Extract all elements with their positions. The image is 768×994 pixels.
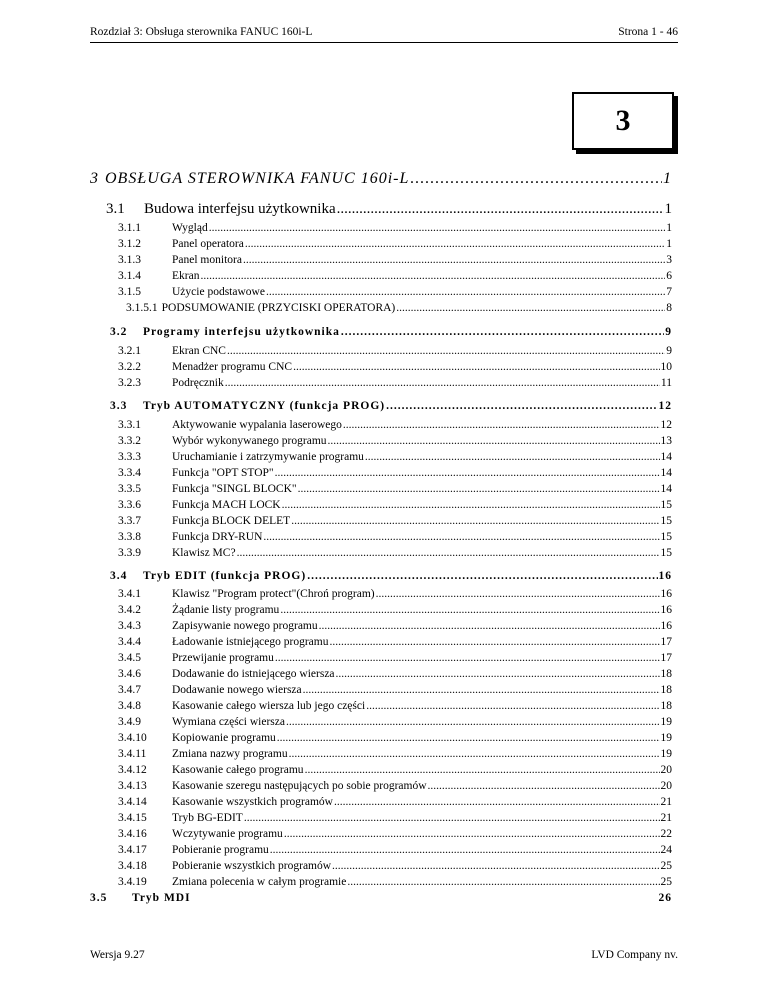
toc-number: 3.1.2 [118, 238, 141, 250]
toc-number: 3.4.8 [118, 700, 141, 712]
toc-number: 3.2 [110, 326, 128, 338]
toc-number: 3.4 [110, 570, 128, 582]
toc-title: Pobieranie wszystkich programów [172, 860, 332, 872]
toc-leader [282, 499, 660, 511]
toc-number: 3.4.2 [118, 604, 141, 616]
toc-leader [341, 326, 664, 338]
toc-page: 16 [660, 604, 672, 616]
toc-number: 3.1.4 [118, 270, 141, 282]
toc-title: OBSŁUGA STEROWNIKA FANUC 160i-L [105, 170, 410, 187]
toc-page: 3 [666, 254, 672, 266]
toc-leader [277, 732, 660, 744]
toc-leader [275, 467, 660, 479]
toc-number: 3.4.19 [118, 876, 147, 888]
toc-title: Zmiana polecenia w całym programie [172, 876, 347, 888]
toc-subsection-entry[interactable] [118, 620, 672, 632]
toc-number: 3.4.11 [118, 748, 147, 760]
toc-title: Kasowanie całego wiersza lub jego części [172, 700, 366, 712]
toc-leader [396, 302, 665, 314]
toc-page: 22 [660, 828, 672, 840]
toc-number: 3.4.6 [118, 668, 141, 680]
toc-subsection-entry[interactable] [118, 780, 672, 792]
toc-subsection-entry[interactable] [118, 435, 672, 447]
toc-number: 3.3.3 [118, 451, 141, 463]
toc-number: 3.2.1 [118, 345, 141, 357]
toc-subsection-entry[interactable] [118, 361, 672, 373]
toc-leader [410, 170, 662, 188]
toc-subsection-entry[interactable] [118, 254, 672, 266]
toc-subsection-entry[interactable] [118, 604, 672, 616]
toc-page: 17 [660, 652, 672, 664]
toc-page: 15 [660, 515, 672, 527]
toc-number: 3.4.17 [118, 844, 147, 856]
toc-subsubsection-entry[interactable] [126, 302, 672, 314]
toc-page: 15 [660, 499, 672, 511]
toc-number: 3.4.7 [118, 684, 141, 696]
toc-subsection-entry[interactable] [118, 286, 672, 298]
toc-section-entry[interactable] [110, 570, 672, 582]
toc-leader [243, 254, 665, 266]
toc-page: 13 [660, 435, 672, 447]
toc-subsection-entry[interactable] [118, 652, 672, 664]
toc-page: 19 [660, 716, 672, 728]
toc-page: 1 [664, 201, 672, 217]
toc-number: 3.3.8 [118, 531, 141, 543]
toc-page: 14 [660, 467, 672, 479]
toc-leader [200, 270, 665, 282]
toc-number: 3.2.3 [118, 377, 141, 389]
toc-subsection-entry[interactable] [118, 876, 672, 888]
toc-subsection-entry[interactable] [118, 467, 672, 479]
toc-page: 12 [660, 419, 672, 431]
toc-page: 1 [663, 170, 672, 187]
toc-subsection-entry[interactable] [118, 748, 672, 760]
toc-number: 3.3.5 [118, 483, 141, 495]
toc-number: 3.4.14 [118, 796, 147, 808]
toc-subsection-entry[interactable] [118, 588, 672, 600]
toc-subsection-entry[interactable] [118, 531, 672, 543]
toc-page: 20 [660, 764, 672, 776]
toc-page: 16 [660, 588, 672, 600]
toc-leader [428, 780, 660, 792]
toc-title: Funkcja "OPT STOP" [172, 467, 274, 479]
toc-leader [291, 515, 659, 527]
toc-number: 3.4.1 [118, 588, 141, 600]
toc-number: 3.1 [106, 201, 125, 217]
toc-title: Klawisz "Program protect"(Chroń program) [172, 588, 375, 600]
toc-page: 9 [666, 345, 672, 357]
toc-leader [307, 570, 657, 582]
toc-title: Funkcja MACH LOCK [172, 499, 281, 511]
toc-subsection-entry[interactable] [118, 345, 672, 357]
toc-title: Wczytywanie programu [172, 828, 283, 840]
toc-leader [263, 531, 659, 543]
toc-subsection-entry[interactable] [118, 483, 672, 495]
toc-leader [266, 286, 665, 298]
toc-number: 3.4.5 [118, 652, 141, 664]
toc-title: Ładowanie istniejącego programu [172, 636, 329, 648]
toc-title: Wygląd [172, 222, 208, 234]
toc-leader [245, 238, 665, 250]
toc-page: 17 [660, 636, 672, 648]
toc-subsection-entry[interactable] [118, 547, 672, 559]
toc-page: 10 [660, 361, 672, 373]
toc-title: Ekran CNC [172, 345, 226, 357]
toc-page: 21 [660, 796, 672, 808]
toc-page: 20 [660, 780, 672, 792]
toc-leader [298, 483, 660, 495]
toc-number: 3.2.2 [118, 361, 141, 373]
toc-page: 12 [658, 400, 672, 412]
toc-number: 3.1.1 [118, 222, 141, 234]
toc-title: Klawisz MC? [172, 547, 236, 559]
toc-subsection-entry[interactable] [118, 238, 672, 250]
toc-page: 1 [666, 222, 672, 234]
toc-subsection-entry[interactable] [118, 419, 672, 431]
toc-subsection-entry[interactable] [118, 222, 672, 234]
toc-leader [289, 748, 660, 760]
toc-number: 3.5 [90, 892, 108, 904]
toc-page: 6 [666, 270, 672, 282]
toc-leader [286, 716, 660, 728]
toc-title: Panel monitora [172, 254, 242, 266]
toc-title: Wybór wykonywanego programu [172, 435, 327, 447]
toc-leader [376, 588, 660, 600]
toc-leader [343, 419, 660, 431]
toc-title: Tryb BG-EDIT [172, 812, 243, 824]
toc-title: Tryb MDI [132, 892, 191, 904]
toc-title: Programy interfejsu użytkownika [143, 326, 340, 338]
toc-leader [244, 812, 660, 824]
toc-number: 3.4.16 [118, 828, 147, 840]
toc-page: 19 [660, 748, 672, 760]
toc-title: Panel operatora [172, 238, 244, 250]
toc-subsection-entry[interactable] [118, 377, 672, 389]
toc-number: 3.1.5.1 [126, 302, 158, 314]
toc-title: Tryb AUTOMATYCZNY (funkcja PROG) [143, 400, 386, 412]
toc-title: Kasowanie wszystkich programów [172, 796, 333, 808]
toc-number: 3.4.15 [118, 812, 147, 824]
toc-number: 3.4.13 [118, 780, 147, 792]
toc-chapter-entry[interactable] [90, 170, 672, 188]
toc-page: 25 [660, 876, 672, 888]
page-header [90, 24, 678, 43]
toc-page: 18 [660, 668, 672, 680]
toc-number: 3.3.1 [118, 419, 141, 431]
toc-title: Menadżer programu CNC [172, 361, 293, 373]
toc-number: 3.4.12 [118, 764, 147, 776]
toc-subsection-entry[interactable] [118, 270, 672, 282]
toc-title: Pobieranie programu [172, 844, 269, 856]
toc-page: 1 [666, 238, 672, 250]
toc-leader [366, 700, 659, 712]
toc-leader [280, 604, 659, 616]
toc-page: 16 [660, 620, 672, 632]
toc-number: 3.3.6 [118, 499, 141, 511]
toc-subsection-entry[interactable] [118, 668, 672, 680]
toc-title: Wymiana części wiersza [172, 716, 285, 728]
toc-leader [209, 222, 666, 234]
toc-number: 3.3.7 [118, 515, 141, 527]
toc-subsection-entry[interactable] [118, 684, 672, 696]
toc-leader [305, 764, 660, 776]
toc-title: Funkcja BLOCK DELET [172, 515, 291, 527]
toc-title: Aktywowanie wypalania laserowego [172, 419, 342, 431]
toc-title: Budowa interfejsu użytkownika [144, 201, 336, 217]
header-chapter-title: Rozdział 3: Obsługa sterownika FANUC 160i-L [90, 26, 313, 38]
toc-subsection-entry[interactable] [118, 764, 672, 776]
toc-subsection-entry[interactable] [118, 716, 672, 728]
toc-title: Funkcja "SINGL BLOCK" [172, 483, 297, 495]
header-page-number: Strona 1 - 46 [618, 26, 678, 38]
toc-leader [334, 796, 660, 808]
toc-leader [337, 201, 664, 218]
toc-leader [386, 400, 657, 412]
toc-page: 9 [665, 326, 672, 338]
toc-title: Podręcznik [172, 377, 224, 389]
toc-leader [275, 652, 660, 664]
toc-leader [227, 345, 665, 357]
toc-title: Zapisywanie nowego programu [172, 620, 318, 632]
toc-title: PODSUMOWANIE (PRZYCISKI OPERATORA) [161, 302, 396, 314]
toc-leader [284, 828, 660, 840]
toc-number: 3.3.4 [118, 467, 141, 479]
toc-subsection-entry[interactable] [118, 828, 672, 840]
toc-title: Dodawanie do istniejącego wiersza [172, 668, 335, 680]
footer-version: Wersja 9.27 [90, 949, 145, 961]
toc-page: 7 [666, 286, 672, 298]
toc-page: 19 [660, 732, 672, 744]
toc-title: Żądanie listy programu [172, 604, 280, 616]
toc-subsection-entry[interactable] [118, 700, 672, 712]
toc-number: 3.1.3 [118, 254, 141, 266]
toc-section-entry[interactable] [106, 201, 672, 218]
toc-leader [329, 636, 659, 648]
toc-title: Kopiowanie programu [172, 732, 276, 744]
toc-leader [225, 377, 660, 389]
toc-page: 15 [660, 531, 672, 543]
toc-title: Funkcja DRY-RUN [172, 531, 263, 543]
toc-title: Ekran [172, 270, 200, 282]
toc-subsection-entry[interactable] [118, 451, 672, 463]
toc-title: Kasowanie szeregu następujących po sobie programów [172, 780, 427, 792]
toc-number: 3.4.10 [118, 732, 147, 744]
toc-subsection-entry[interactable] [118, 636, 672, 648]
toc-leader [293, 361, 659, 373]
toc-title: Dodawanie nowego wiersza [172, 684, 302, 696]
toc-title: Przewijanie programu [172, 652, 274, 664]
toc-leader [319, 620, 660, 632]
toc-page: 16 [658, 570, 672, 582]
toc-leader [336, 668, 660, 680]
toc-title: Uruchamianie i zatrzymywanie programu [172, 451, 364, 463]
toc-number: 3 [90, 170, 99, 187]
chapter-number-box: 3 [572, 92, 674, 150]
toc-title: Kasowanie całego programu [172, 764, 304, 776]
toc-page: 18 [660, 700, 672, 712]
toc-section-entry[interactable] [110, 326, 672, 338]
toc-subsection-entry[interactable] [118, 796, 672, 808]
toc-subsection-entry[interactable] [118, 860, 672, 872]
toc-number: 3.1.5 [118, 286, 141, 298]
toc-page: 24 [660, 844, 672, 856]
footer-company: LVD Company nv. [591, 949, 678, 961]
toc-title: Tryb EDIT (funkcja PROG) [143, 570, 307, 582]
toc-page: 26 [658, 892, 672, 904]
toc-page: 21 [660, 812, 672, 824]
toc-leader [303, 684, 660, 696]
toc-section-entry[interactable] [110, 400, 672, 412]
toc-page: 15 [660, 547, 672, 559]
toc-page: 14 [660, 451, 672, 463]
toc-number: 3.4.9 [118, 716, 141, 728]
toc-leader [332, 860, 659, 872]
toc-page: 14 [660, 483, 672, 495]
toc-leader [328, 435, 660, 447]
toc-page: 18 [660, 684, 672, 696]
toc-leader [270, 844, 660, 856]
toc-number: 3.3.9 [118, 547, 141, 559]
toc-subsection-entry[interactable] [118, 732, 672, 744]
toc-number: 3.4.18 [118, 860, 147, 872]
toc-subsection-entry[interactable] [118, 812, 672, 824]
toc-subsection-entry[interactable] [118, 844, 672, 856]
toc-leader [347, 876, 659, 888]
toc-page: 25 [660, 860, 672, 872]
toc-number: 3.3.2 [118, 435, 141, 447]
toc-title: Użycie podstawowe [172, 286, 265, 298]
toc-leader [237, 547, 660, 559]
toc-number: 3.4.3 [118, 620, 141, 632]
toc-subsection-entry[interactable] [118, 499, 672, 511]
toc-leader [365, 451, 660, 463]
toc-title: Zmiana nazwy programu [172, 748, 288, 760]
toc-number: 3.4.4 [118, 636, 141, 648]
toc-page: 11 [660, 377, 672, 389]
toc-number: 3.3 [110, 400, 128, 412]
toc-subsection-entry[interactable] [118, 515, 672, 527]
toc-page: 8 [666, 302, 672, 314]
